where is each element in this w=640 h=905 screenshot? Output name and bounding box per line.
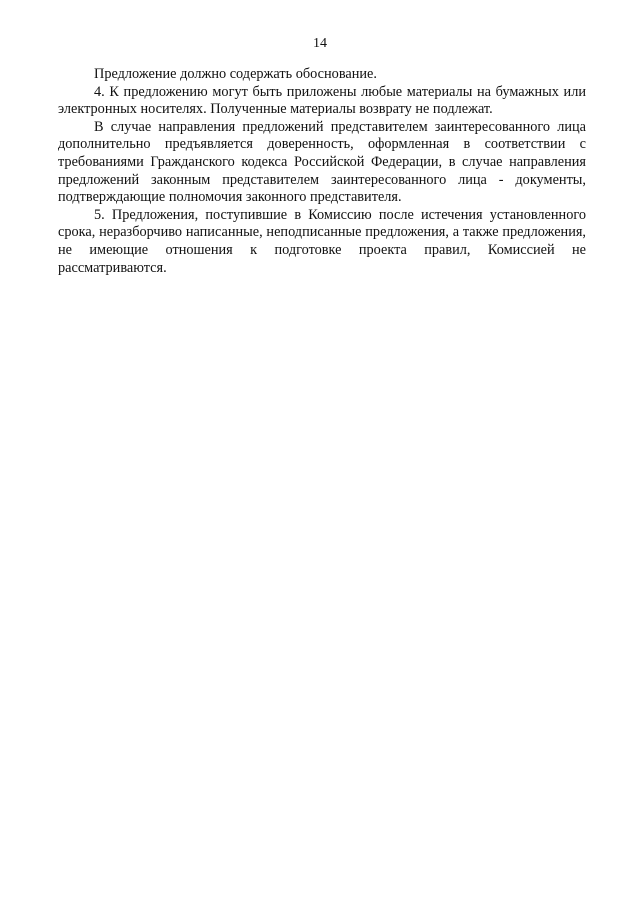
paragraph-representative-power-of-attorney: В случае направления предложений представителем заинтересованного лица дополнительно предъявляется доверенность, оформленная в соответствии с требованиями Гражданского кодекса Российской Федерации, в случае направления предложений законным представителем заинтересованного лица - документы, подтверждающие полномочия законного представителя. xyxy=(58,118,586,206)
page-number: 14 xyxy=(313,36,327,51)
paragraph-item-5-not-considered: 5. Предложения, поступившие в Комиссию после истечения установленного срока, неразборчиво написанные, неподписанные предложения, а также предложения, не имеющие отношения к подготовке проекта правил, Комиссией не рассматриваются. xyxy=(58,206,586,276)
paragraph-item-4-materials: 4. К предложению могут быть приложены любые материалы на бумажных или электронных носителях. Полученные материалы возврату не подлежат. xyxy=(58,83,586,118)
paragraph-justification: Предложение должно содержать обоснование. xyxy=(94,66,377,82)
document-body xyxy=(58,66,586,277)
